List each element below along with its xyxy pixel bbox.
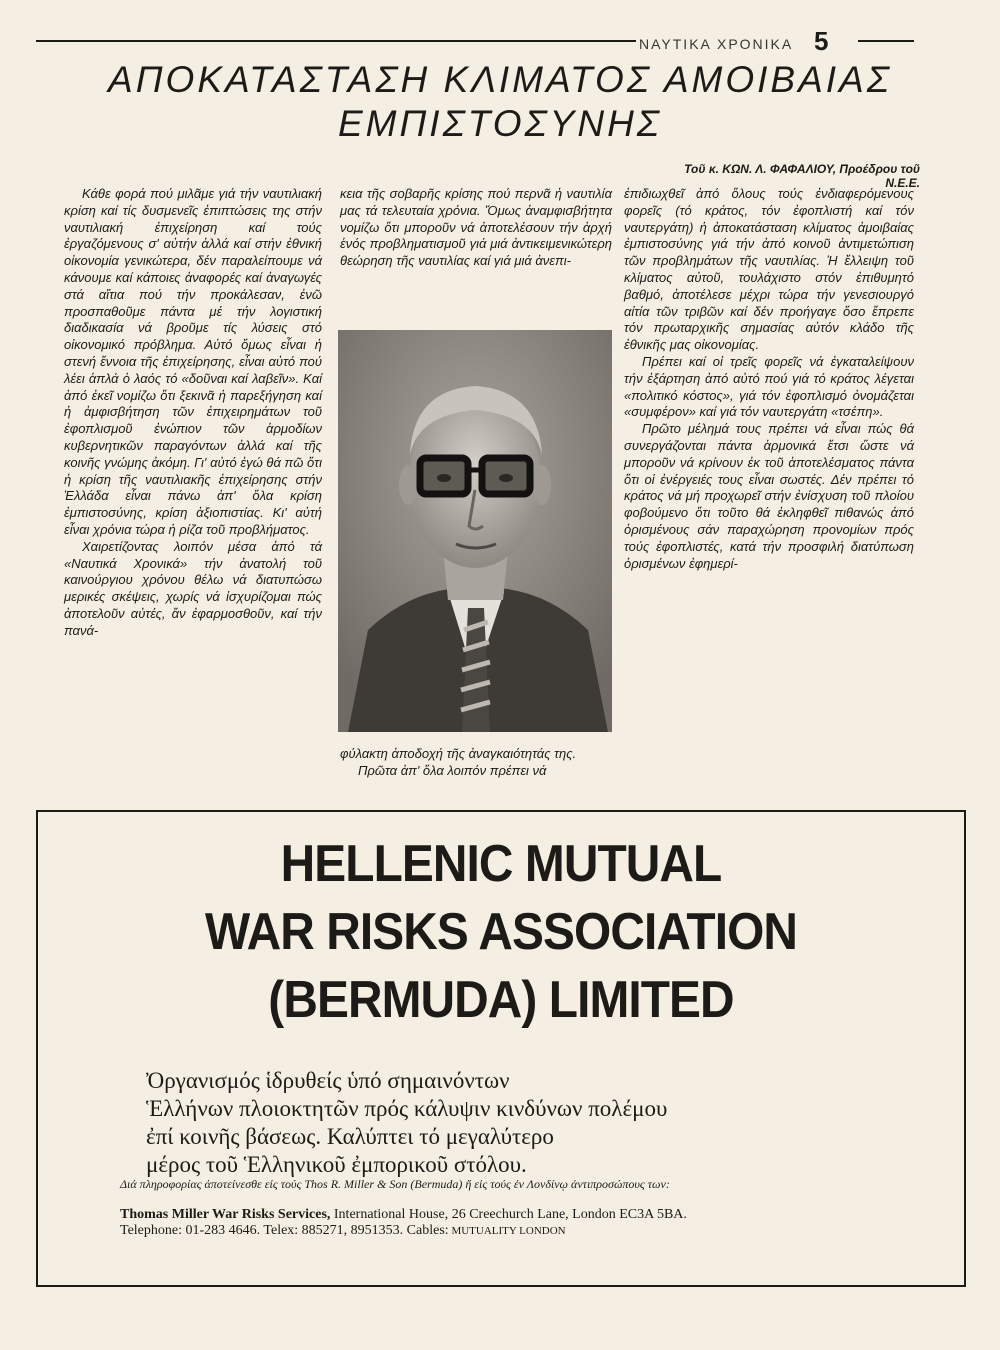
ad-info-line: Διά πληροφορίας ἀποτείνεσθε εἰς τούς Thos R. Miller & Son (Bermuda) ἤ εἰς τούς ἐν Λονδίνῳ ἀντιπροσώπους των: — [120, 1177, 670, 1191]
ad-address-line — [120, 1207, 687, 1223]
header-rule-right — [858, 40, 914, 42]
ad-address: International House, 26 Creechurch Lane, London EC3A 5BA. — [330, 1207, 687, 1222]
magazine-name: ΝΑΥΤΙΚΑ ΧΡΟΝΙΚΑ — [636, 36, 796, 52]
ad-description-line: μέρος τοῦ Ἑλληνικοῦ ἐμπορικοῦ στόλου. — [146, 1152, 527, 1177]
article-column-2-top — [340, 186, 612, 270]
paragraph: Πρῶτο μέλημά τους πρέπει νά εἶναι πώς θά συνεργάζονται πάντα ἁρμονικά ἔτσι ὥστε νά μποροῦν νά κρίνουν ἐκ τοῦ ἀποτελέσματος πάντα ὅτι οἱ ἐνέργειές τους εἶναι σωστές. Δέν πρέπει τό κράτος νά μή προχωρεῖ στήν ἐνίσχυση τοῦ πλοίου φοβούμενο ὅτι τοῦτο θά ἐκληφθεῖ πιθανώς ἀπό ὁρισμένους σάν παραχώρηση προνομίων πρός τούς ἐφοπλιστές, κατά τήν προσφιλή διατύπωση ὁρισμένων ἐφημερί- — [624, 421, 914, 571]
ad-headline-line1: HELLENIC MUTUAL — [280, 835, 722, 893]
ad-headline-line2: WAR RISKS ASSOCIATION — [204, 903, 797, 961]
ad-contact-block — [120, 1207, 687, 1239]
article-column-2-bottom — [340, 746, 612, 780]
ad-description — [146, 1067, 667, 1179]
article-column-1 — [64, 186, 322, 640]
paragraph: Χαιρετίζοντας λοιπόν μέσα ἀπό τά «Ναυτικά Χρονικά» τήν ἀνατολή τοῦ καινούργιου χρόνου θέλω νά διατυπώσω μερικές σκέψεις, χωρίς νά ἰσχυρίζομαι πώς ἀποτελοῦν αὐτές, ἄν ἐφαρμοσθοῦν, καί τήν πανά- — [64, 538, 322, 638]
paragraph: κεια τῆς σοβαρῆς κρίσης πού περνᾶ ἡ ναυτιλία μας τά τελευταία χρόνια. Ὅμως ἀναμφισβήτητα νομίζω ὅτι μποροῦν νά ἀποτελέσουν τήν ἀρχή ἑνός προβληματισμοῦ γιά μιά ἀντικειμενικώτερη θεώρηση τῆς ναυτιλίας καί γιά μιά ἀνεπι- — [340, 186, 612, 269]
ad-headline-line3: (BERMUDA) LIMITED — [268, 971, 734, 1029]
ad-description-line: ἐπί κοινῆς βάσεως. Καλύπτει τό μεγαλύτερο — [146, 1124, 554, 1149]
ad-description-line: Ἑλλήνων πλοιοκτητῶν πρός κάλυψιν κινδύνων πολέμου — [146, 1096, 668, 1121]
article-byline: Τοῦ κ. ΚΩΝ. Λ. ΦΑΦΑΛΙΟΥ, Προέδρου τοῦ Ν.Ε.Ε. — [684, 162, 920, 190]
portrait-illustration — [338, 330, 612, 732]
article-column-3 — [624, 186, 914, 572]
paragraph: Κάθε φορά πού μιλᾶμε γιά τήν ναυτιλιακή κρίση καί τίς δυσμενεῖς ἐπιπτώσεις της στήν ναυτιλιακή ἐπιχείρηση καί τούς ἐργαζόμενους σ' αὐτήν ἀλλά καί στήν ἐθνική οἰκονομία γενικώτερα, δέν παραλείπουμε νά κάνουμε καί κάποιες ἀναφορές καί ἀναγωγές στά αἴτια πού τήν προκάλεσαν, ἐνῶ προσπαθοῦμε πάντα μέ τήν λογιστική διαδικασία νά βροῦμε τίς λύσεις στό οἰκονομικό πρόβλημα. Αὐτό ὅμως εἶναι ἡ στενή ἔννοια τῆς ἐπιχείρησης, εἶναι αὐτό πού λέει ἁπλά ὁ λαός τό «δοῦναι καί λαβεῖν». Καί ἀπό ἐκεῖ νομίζω ὅτι ξεκινᾶ ἡ παρεξήγηση καί ἡ ἀμφισβήτηση τῶν ἐπιχειρημάτων τοῦ ἐφοπλισμοῦ ἐνώπιον τῶν ἁρμοδίων κυβερνητικῶν παραγόντων ἀλλά καί τῆς κοινῆς γνώμης ἀκόμη. Γι' αὐτό ἐγώ θά πῶ ὅτι ἡ κρίση τῆς ναυτιλιακῆς ἐπιχείρησης στήν Ἑλλάδα εἶναι πάνω ἀπ' ὅλα κρίση ἐμπιστοσύνης, κρίση ἀξιοπιστίας. Κι' αὐτή εἶναι χρόνια τώρα ἡ ρίζα τοῦ προβλήματος. — [64, 186, 322, 537]
ad-company-name: Thomas Miller War Risks Services, — [120, 1207, 331, 1222]
paragraph: φύλακτη ἀποδοχή τῆς ἀναγκαιότητάς της. — [340, 746, 577, 761]
author-portrait-photo — [338, 330, 612, 732]
page-number: 5 — [814, 26, 829, 56]
paragraph: Πρέπει καί οἱ τρεῖς φορεῖς νά ἐγκαταλείψουν τήν ἐξάρτηση ἀπό αὐτό πού γιά τό κράτος λέγεται «πολιτικό κόστος», γιά τόν ἐφοπλισμό ὀνομάζεται «συμφέρον» καί γιά τόν ναυτεργάτη «τσέπη». — [624, 353, 914, 420]
paragraph: Πρῶτα ἀπ' ὅλα λοιπόν πρέπει νά — [358, 762, 547, 778]
ad-cables: MUTUALITY LONDON — [448, 1225, 566, 1237]
ad-phone-telex: Telephone: 01-283 4646. Telex: 885271, 8951353. Cables: — [120, 1223, 449, 1238]
header-rule-left — [36, 40, 636, 42]
article-title-line2: ΕΜΠΙΣΤΟΣΥΝΗΣ — [338, 103, 662, 144]
ad-contacts-line — [120, 1223, 687, 1239]
article-title-line1: ΑΠΟΚΑΤΑΣΤΑΣΗ ΚΛΙΜΑΤΟΣ ΑΜΟΙΒΑΙΑΣ — [108, 59, 892, 100]
advertisement-box — [36, 810, 966, 1287]
paragraph: ἐπιδιωχθεῖ ἀπό ὅλους τούς ἐνδιαφερόμενους φορεῖς (τό κράτος, τόν ἐφοπλιστή καί τόν ναυτεργάτη) ἡ ἀποκατάσταση κλίματος ἀμοιβαίας ἐμπιστοσύνης γιά τήν ἀπό κοινοῦ ἀντιμετώπιση τῶν προβλημάτων τῆς ναυτιλίας. Ἡ ἔλλειψη τοῦ κλίματος αὐτοῦ, τουλάχιστο στόν ἐπιθυμητό βαθμό, ἀποτέλεσε μέχρι τώρα τήν γενεσιουργό αἰτία τῶν τριβῶν καί δέν προήγαγε ὅσο ἔπρεπε τόν πρωταρχικῆς σημασίας αὐτόν κλάδο τῆς ἐθνικῆς μας οἰκονομίας. — [624, 186, 914, 353]
ad-description-line: Ὀργανισμός ἱδρυθείς ὑπό σημαινόντων — [146, 1068, 510, 1093]
